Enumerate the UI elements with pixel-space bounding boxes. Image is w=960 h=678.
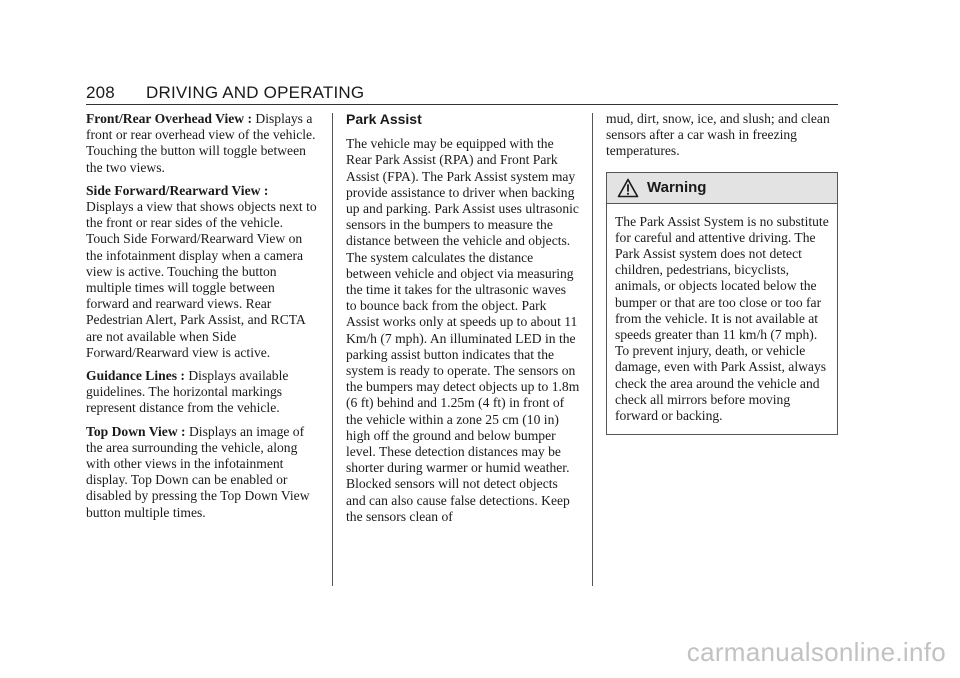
warning-box (606, 172, 838, 436)
definition-top-down-view (86, 424, 318, 521)
definition-term: Side Forward/Rearward View : (86, 182, 269, 198)
definition-text: Displays an image of the area surrounding the vehicle, along with other views in the infotainment display. Top Down can be enabled or disabled by pressing the Top Down View button multiple times. (86, 423, 310, 520)
column-divider (332, 113, 333, 586)
warning-body: The Park Assist System is no substitute for careful and attentive driving. The Park Assist system does not detect children, pedestrians, bicyclists, animals, or objects located below the bumper or that are too close or too far from the vehicle. It is not available at speeds greater than 11 km/h (7 mph). To prevent injury, death, or vehicle damage, even with Park Assist, always check the area around the vehicle and check all mirrors before moving forward or backing. (615, 213, 829, 424)
park-assist-paragraph: The vehicle may be equipped with the Rear Park Assist (RPA) and Front Park Assist (FPA). The Park Assist system may provide assistance to driver when backing up and parking. Park Assist uses ultrasonic sensors in the bumpers to measure the distance between the vehicle and objects. The system calculates the distance between vehicle and object via measuring the time it takes for the ultrasonic waves to bounce back from the object. Park Assist works only at speeds up to about 11 Km/h (7 mph). An illuminated LED in the parking assist button indicates that the system is ready to operate. The sensors on the bumpers may detect objects up to 1.8m (6 ft) behind and 1.25m (4 ft) in front of the vehicle within a zone 25 cm (10 in) high off the ground and below bumper level. These detection distances may be shorter during warmer or humid weather. Blocked sensors will not detect objects and can also cause false detections. Keep the sensors clean of (346, 136, 580, 524)
warning-title: Warning (647, 178, 707, 196)
page-number: 208 (86, 83, 115, 102)
column-middle (346, 111, 580, 532)
warning-triangle-icon (617, 178, 639, 198)
definition-front-rear-overhead-view (86, 111, 318, 176)
definition-text: Displays a view that shows objects next to the front or rear sides of the vehicle. Touch Side Forward/Rearward View on the infotainment display when a camera view is active. Touching the button multiple times will toggle between forward and rearward views. Rear Pedestrian Alert, Park Assist, and RCTA are not available when Side Forward/Rearward view is active. (86, 199, 317, 360)
section-heading-park-assist: Park Assist (346, 111, 422, 127)
column-left (86, 111, 318, 528)
definition-term: Top Down View : (86, 423, 186, 439)
page-header (86, 82, 838, 106)
definition-text: Displays a front or rear overhead view of the vehicle. Touching the button will toggle between the two views. (86, 111, 316, 175)
watermark-text: carmanualsonline.info (686, 637, 946, 667)
definition-text: Displays available guidelines. The horizontal markings represent distance from the vehicle. (86, 368, 289, 416)
definition-side-forward-rearward-view (86, 183, 318, 361)
column-divider (592, 113, 593, 586)
definition-term: Guidance Lines : (86, 368, 185, 384)
section-title: DRIVING AND OPERATING (146, 83, 365, 102)
column-right (606, 111, 838, 435)
header-rule (86, 104, 838, 105)
park-assist-continued-paragraph: mud, dirt, snow, ice, and slush; and clean sensors after a car wash in freezing temperatures. (606, 111, 830, 159)
warning-header (607, 173, 837, 204)
definition-term: Front/Rear Overhead View : (86, 111, 252, 126)
definition-guidance-lines (86, 368, 318, 417)
